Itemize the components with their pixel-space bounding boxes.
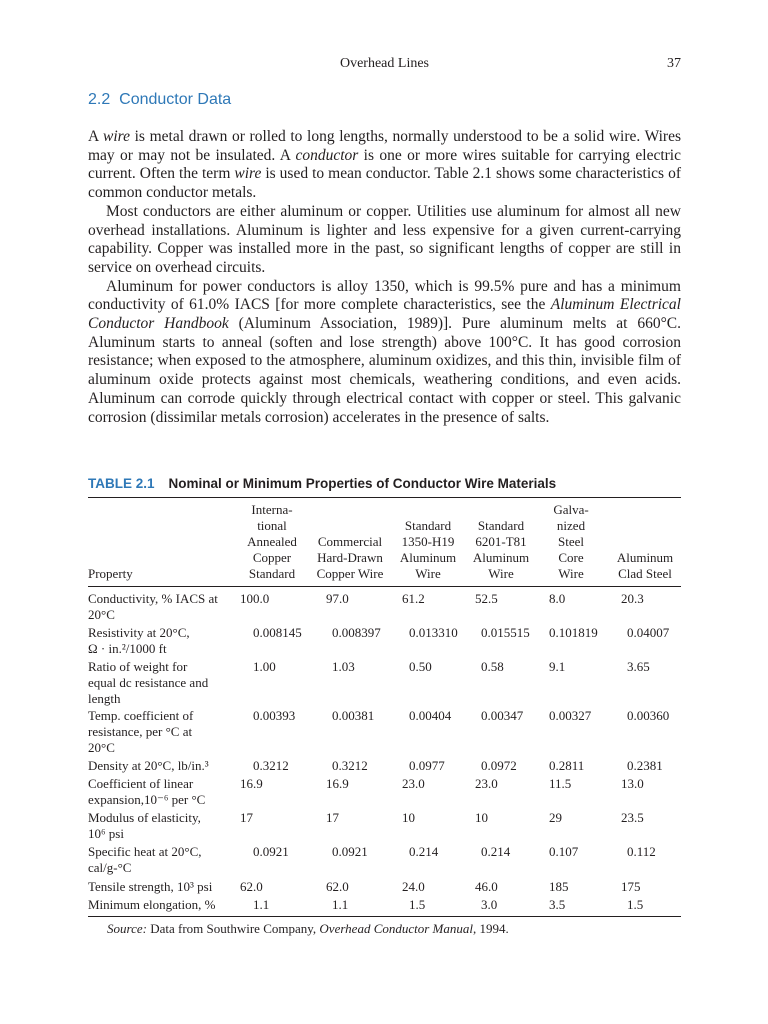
section-number: 2.2 xyxy=(88,91,111,108)
column-header: Galva- nized Steel Core Wire xyxy=(553,502,589,581)
column-header: Commercial Hard-Drawn Copper Wire xyxy=(316,534,384,581)
table-cell: 20.3 xyxy=(621,591,644,606)
column-header-property: Property xyxy=(88,566,133,581)
table-header-rule xyxy=(88,586,681,587)
text-run: is used to mean conductor. Table 2.1 shows some characteristics of common conductor metals. xyxy=(88,165,681,202)
table-cell: 0.0972 xyxy=(481,758,517,773)
table-cell: 0.214 xyxy=(409,844,439,859)
table-cell: 1.5 xyxy=(409,897,426,912)
table-cell: 0.00393 xyxy=(253,708,296,723)
body-text xyxy=(88,128,681,427)
table-cell: 46.0 xyxy=(475,879,498,894)
table-cell: 16.9 xyxy=(326,776,349,791)
table-cell: 0.008397 xyxy=(332,625,381,640)
page-number: 37 xyxy=(667,56,681,71)
table-cell: 16.9 xyxy=(240,776,263,791)
row-property-label: Conductivity, % IACS at 20°C xyxy=(88,591,218,622)
table-cell: 1.1 xyxy=(253,897,270,912)
row-property-label: Tensile strength, 10³ psi xyxy=(88,879,213,894)
table-cell: 0.0921 xyxy=(253,844,289,859)
table-cell: 23.0 xyxy=(402,776,425,791)
table-cell: 62.0 xyxy=(240,879,263,894)
italic-term: Aluminum Electrical Conductor Handbook xyxy=(88,296,681,333)
table-cell: 0.3212 xyxy=(253,758,289,773)
table-cell: 3.0 xyxy=(481,897,498,912)
column-header: Standard 1350-H19 Aluminum Wire xyxy=(399,518,457,581)
text-run: Most conductors are either aluminum or copper. Utilities use aluminum for almost all new overhead installations. Aluminum is lighter and less expensive for a given current-carrying capability. Copper was installed more in the past, so significant lengths of copper are still in service on overhead circuits. xyxy=(88,202,681,276)
text-run: Aluminum for power conductors is alloy 1350, which is 99.5% pure and has a minimum conductivity of 61.0% IACS [for more complete characteristics, see the xyxy=(88,277,681,314)
italic-term: wire xyxy=(102,128,130,145)
table-cell: 13.0 xyxy=(621,776,644,791)
table-cell: 0.214 xyxy=(481,844,511,859)
source-label: Source: xyxy=(107,921,147,936)
table-cell: 0.00381 xyxy=(332,708,375,723)
paragraph xyxy=(88,128,681,203)
table-cell: 17 xyxy=(326,810,339,825)
row-property-label: Temp. coefficient of resistance, per °C at 20°C xyxy=(88,708,194,755)
table-cell: 0.2811 xyxy=(549,758,585,773)
table-cell: 0.101819 xyxy=(549,625,598,640)
column-header: Aluminum Clad Steel xyxy=(616,550,674,581)
table-caption-text: Nominal or Minimum Properties of Conductor Wire Materials xyxy=(168,476,557,491)
text-run: is metal drawn or rolled to long lengths, normally understood to be a solid wire. Wires may or may not be insulated. A xyxy=(88,128,682,164)
table-cell: 0.00360 xyxy=(627,708,670,723)
table-cell: 0.00404 xyxy=(409,708,452,723)
table-cell: 11.5 xyxy=(549,776,572,791)
table-cell: 0.04007 xyxy=(627,625,670,640)
italic-term: wire xyxy=(234,165,262,183)
table-bottom-rule xyxy=(88,916,681,917)
source-title: Overhead Conductor Manual xyxy=(319,921,473,936)
table-cell: 185 xyxy=(549,879,569,894)
table-cell: 100.0 xyxy=(240,591,270,606)
table-cell: 0.50 xyxy=(409,659,432,674)
table-cell: 0.013310 xyxy=(409,625,458,640)
table-cell: 0.0921 xyxy=(332,844,368,859)
table-cell: 0.008145 xyxy=(253,625,302,640)
table-cell: 61.2 xyxy=(402,591,425,606)
section-title: Conductor Data xyxy=(119,91,232,108)
table-cell: 0.107 xyxy=(549,844,579,859)
row-property-label: Density at 20°C, lb/in.³ xyxy=(88,758,209,773)
table-cell: 0.0977 xyxy=(409,758,445,773)
table-cell: 1.5 xyxy=(627,897,644,912)
table-cell: 23.0 xyxy=(475,776,498,791)
table-caption xyxy=(88,476,681,491)
column-header: Standard 6201-T81 Aluminum Wire xyxy=(472,518,530,581)
table-cell: 0.58 xyxy=(481,659,504,674)
text-run: (Aluminum Association, 1989)]. Pure aluminum melts at 660°C. Aluminum starts to anneal (soften and lose strength) above 100°C. It has good corrosion resistance; when exposed to the atmosphere, aluminum oxidizes, and this thin, invisible film of aluminum oxide protects against most chemicals, weathering conditions, and even acids. Aluminum can corrode quickly through electrical contact with copper or steel. This galvanic corrosion (dissimilar metals corrosion) accelerates in the presence of salts. xyxy=(88,315,681,426)
table-cell: 23.5 xyxy=(621,810,644,825)
table-cell: 17 xyxy=(240,810,253,825)
row-property-label: Specific heat at 20°C, cal/g-°C xyxy=(88,844,202,875)
table-cell: 29 xyxy=(549,810,562,825)
table-cell: 10 xyxy=(402,810,415,825)
row-property-label: Modulus of elasticity, 10⁶ psi xyxy=(88,810,201,841)
italic-term: conductor xyxy=(295,146,359,164)
text-run: is one or more wires suitable for carrying electric current. Often the term xyxy=(88,146,681,183)
source-text-before: Data from Southwire Company, xyxy=(146,921,320,936)
paragraph xyxy=(88,203,681,278)
text-run: A xyxy=(88,128,103,145)
table-cell: 1.03 xyxy=(332,659,355,674)
table-cell: 10 xyxy=(475,810,488,825)
column-header: Interna- tional Annealed Copper Standard xyxy=(247,502,297,581)
row-property-label: Minimum elongation, % xyxy=(88,897,216,912)
running-head-title: Overhead Lines xyxy=(339,56,430,71)
table-label: TABLE 2.1 xyxy=(88,476,155,491)
table-cell: 0.00347 xyxy=(481,708,524,723)
row-property-label: Coefficient of linear expansion,10⁻⁶ per °C xyxy=(88,776,206,807)
table-cell: 3.5 xyxy=(549,897,566,912)
table-source-note xyxy=(107,921,509,937)
table-cell: 0.00327 xyxy=(549,708,592,723)
table-cell: 3.65 xyxy=(627,659,650,674)
table-cell: 97.0 xyxy=(326,591,349,606)
table-cell: 62.0 xyxy=(326,879,349,894)
table-cell: 24.0 xyxy=(402,879,425,894)
paragraph xyxy=(88,278,681,428)
source-text-after: , 1994. xyxy=(473,921,509,936)
table-cell: 175 xyxy=(621,879,641,894)
table-cell: 1.1 xyxy=(332,897,349,912)
row-property-label: Ratio of weight for equal dc resistance and length xyxy=(88,659,209,706)
table-top-rule xyxy=(88,497,681,498)
table-cell: 0.112 xyxy=(627,844,656,859)
section-heading xyxy=(88,91,231,109)
table-cell: 9.1 xyxy=(549,659,566,674)
table-cell: 52.5 xyxy=(475,591,498,606)
table-cell: 0.015515 xyxy=(481,625,530,640)
table-cell: 0.2381 xyxy=(627,758,663,773)
table-cell: 0.3212 xyxy=(332,758,368,773)
table-cell: 8.0 xyxy=(549,591,566,606)
row-property-label: Resistivity at 20°C, Ω · in.²/1000 ft xyxy=(88,625,190,656)
table-cell: 1.00 xyxy=(253,659,276,674)
